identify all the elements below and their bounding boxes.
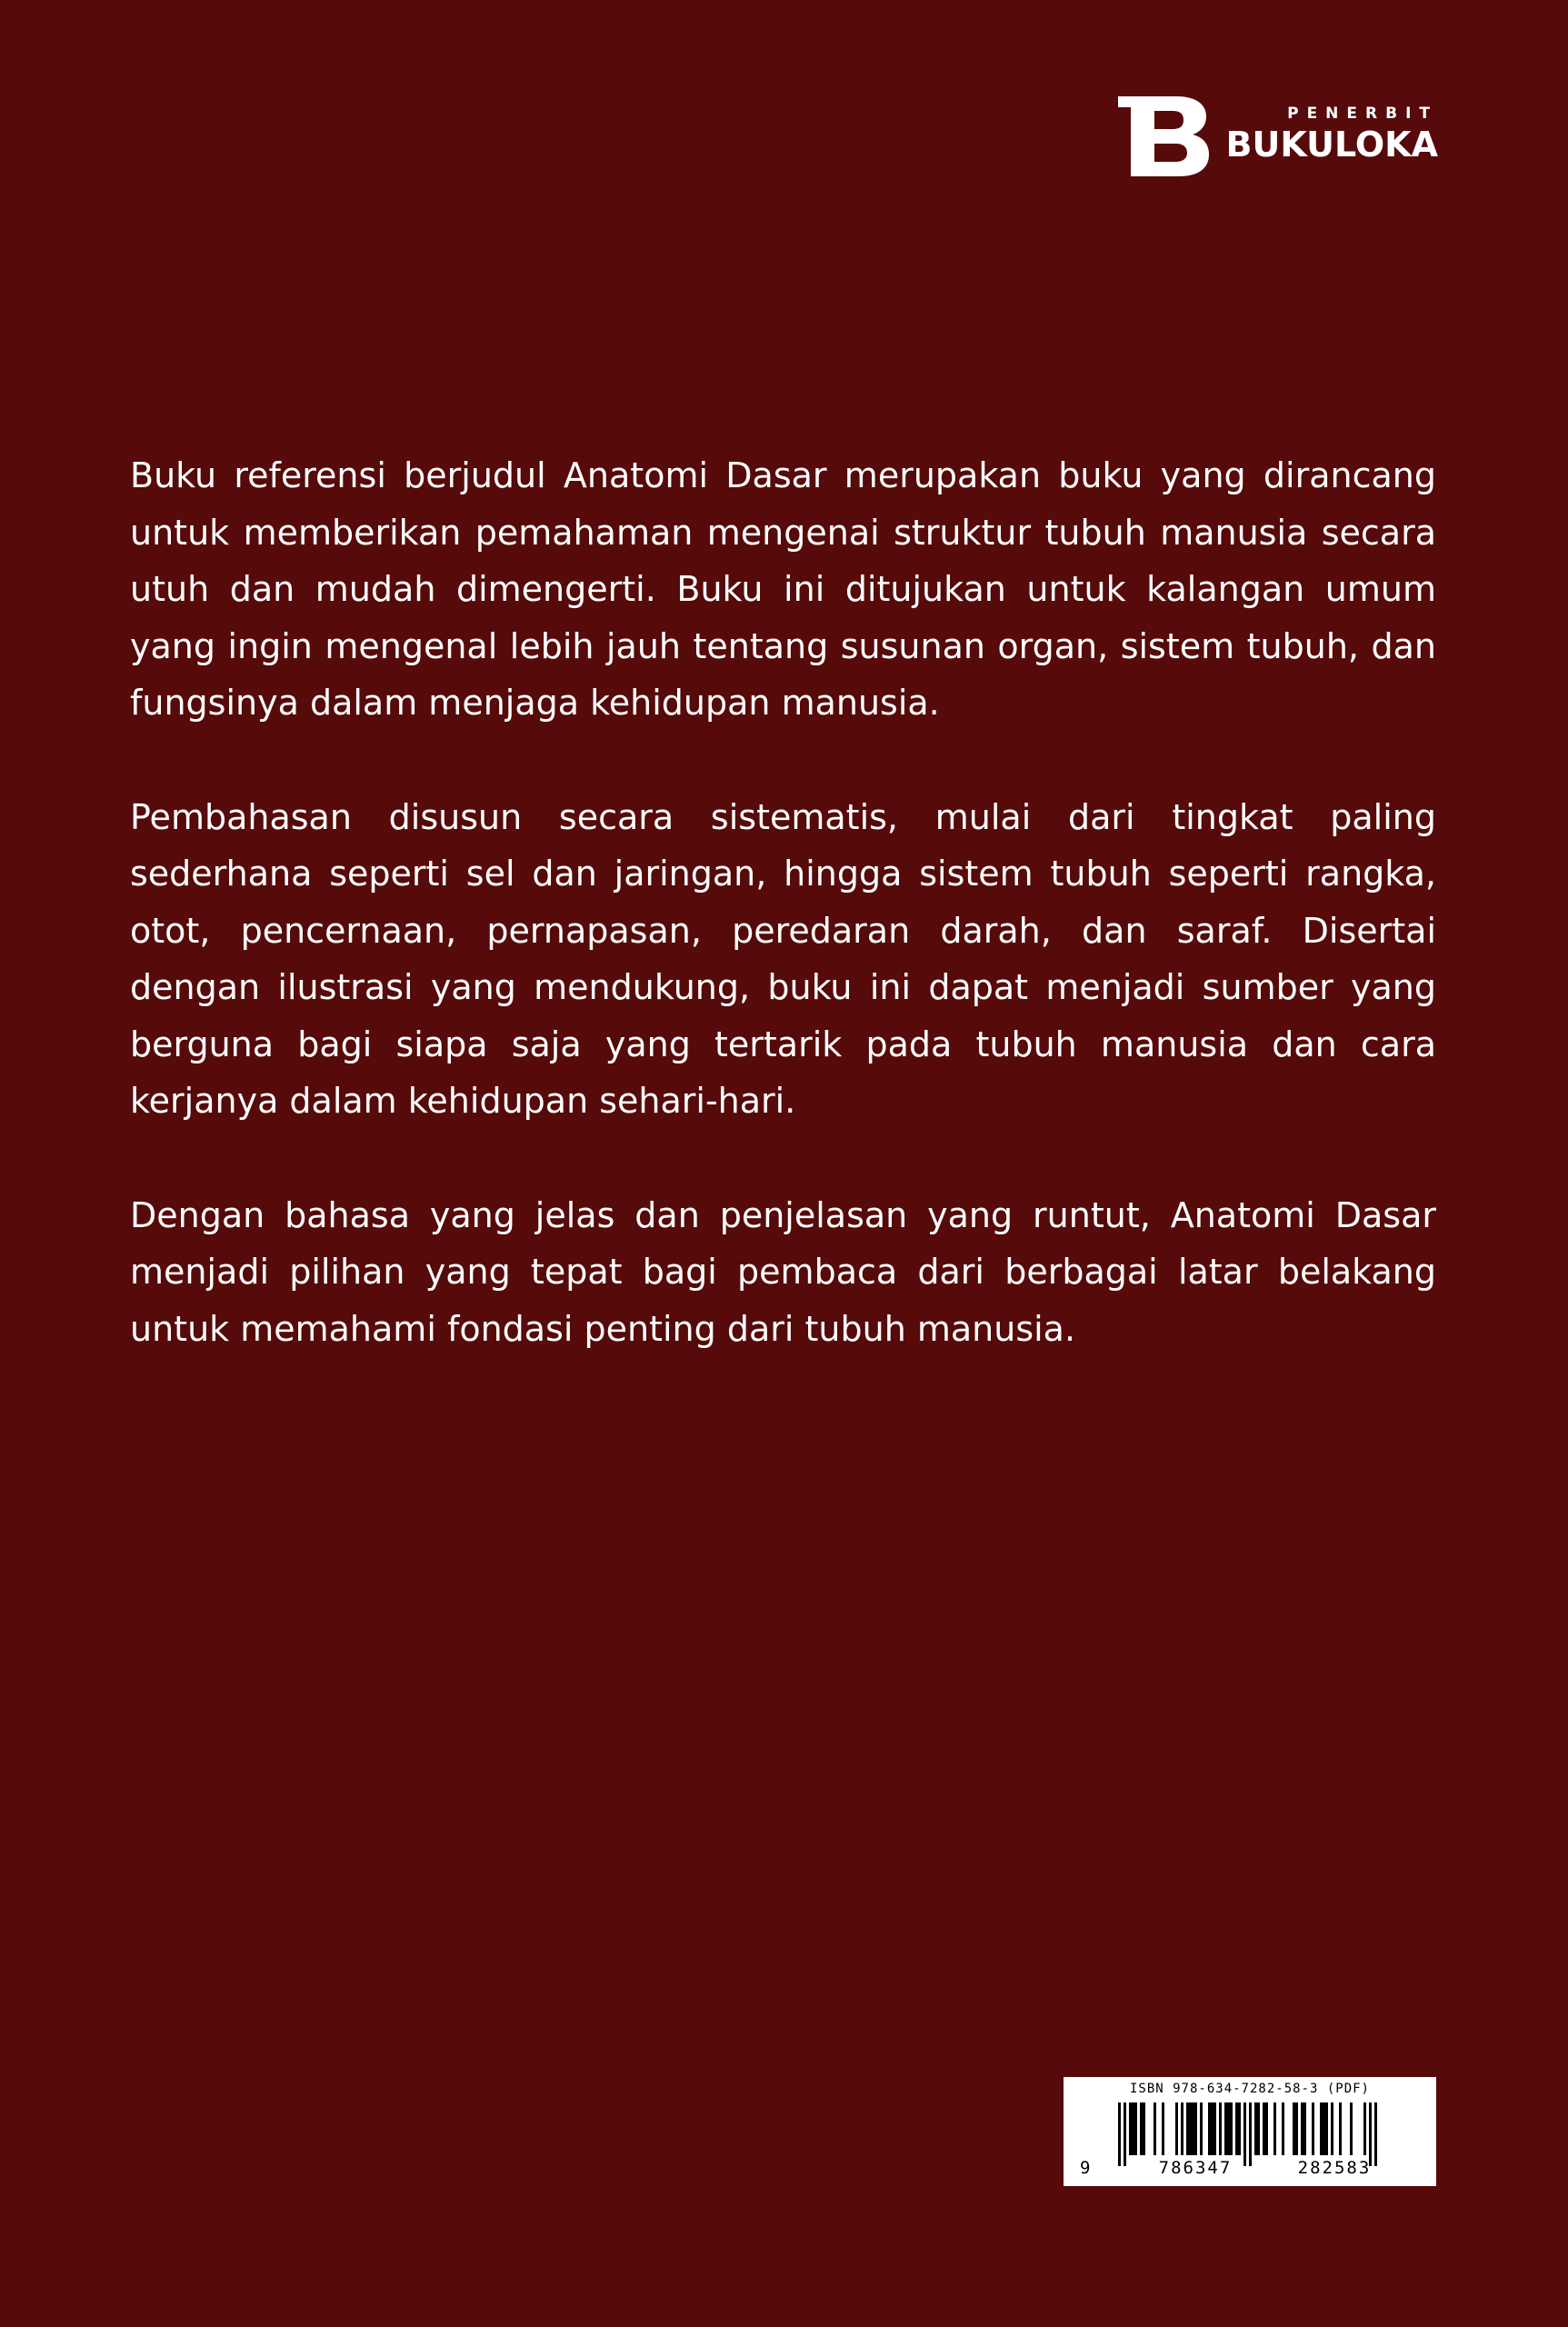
barcode-guard-bar [1243, 2102, 1246, 2166]
barcode-guard-bar [1369, 2102, 1372, 2166]
barcode-bar [1200, 2102, 1203, 2155]
barcode-bar [1273, 2102, 1276, 2155]
book-description [130, 447, 1436, 1357]
barcode-bar [1325, 2102, 1328, 2155]
barcode-bar [1213, 2102, 1216, 2155]
barcode-bar [1265, 2102, 1268, 2155]
publisher-name: BUKULOKA [1225, 125, 1438, 165]
barcode-bar [1140, 2102, 1143, 2155]
barcode-bar [1208, 2102, 1211, 2155]
barcode-bar [1363, 2102, 1366, 2155]
barcode-bar [1230, 2102, 1233, 2155]
barcode-bar [1323, 2102, 1325, 2155]
barcode-bar [1257, 2102, 1260, 2155]
barcode-bar [1295, 2102, 1298, 2155]
barcode-bar [1224, 2102, 1227, 2155]
barcode-bar [1181, 2102, 1183, 2155]
barcode-bar [1331, 2102, 1333, 2155]
barcode-bar [1132, 2102, 1134, 2155]
barcode-bar [1192, 2102, 1194, 2155]
barcode-bar [1154, 2102, 1156, 2155]
barcode-bar [1254, 2102, 1257, 2155]
barcode-guard-bar [1118, 2102, 1121, 2166]
barcode-bar [1293, 2102, 1295, 2155]
barcode-guard-bar [1374, 2102, 1377, 2166]
barcode-bar [1339, 2102, 1342, 2155]
barcode-digits-left: 786347 [1158, 2158, 1233, 2178]
barcode-bar [1175, 2102, 1178, 2155]
barcode-bar [1263, 2102, 1265, 2155]
barcode-bar [1143, 2102, 1145, 2155]
description-paragraph-3: Dengan bahasa yang jelas dan penjelasan yang runtut, Anatomi Dasar menjadi pilihan yang tepat bagi pembaca dari berbagai latar belakang untuk memahami fondasi penting dari tubuh manusia. [130, 1194, 1436, 1349]
description-paragraph-1: Buku referensi berjudul Anatomi Dasar merupakan buku yang dirancang untuk memberikan pemahaman mengenai struktur tubuh manusia secara utuh dan mudah dimengerti. Buku ini ditujukan untuk kalangan umum yang ingin mengenal lebih jauh tentang susunan organ, sistem tubuh, dan fungsinya dalam menjaga kehidupan manusia. [130, 455, 1436, 723]
isbn-label: ISBN 978-634-7282-58-3 (PDF) [1129, 2082, 1370, 2096]
publisher-label: PENERBIT [1287, 105, 1438, 123]
barcode-bar [1238, 2102, 1241, 2155]
isbn-barcode [1064, 2077, 1436, 2186]
barcode-bar [1350, 2102, 1353, 2155]
publisher-logo [1118, 96, 1438, 176]
barcode-guard-bar [1249, 2102, 1252, 2166]
barcode-bar [1219, 2102, 1222, 2155]
barcode-bar [1312, 2102, 1314, 2155]
barcode-bar [1129, 2102, 1132, 2155]
description-paragraph-2: Pembahasan disusun secara sistematis, mulai dari tingkat paling sederhana seperti sel dan jaringan, hingga sistem tubuh seperti rangka, otot, pencernaan, pernapasan, peredaran darah, dan saraf. Disertai dengan ilustrasi yang mendukung, buku ini dapat menjadi sumber yang berguna bagi siapa saja yang tertarik pada tubuh manusia dan cara kerjanya dalam kehidupan sehari-hari. [130, 796, 1436, 1121]
barcode-bar [1134, 2102, 1137, 2155]
barcode-bar [1189, 2102, 1192, 2155]
barcode-bar [1282, 2102, 1284, 2155]
barcode-guard-bar [1124, 2102, 1126, 2166]
barcode-bar [1211, 2102, 1213, 2155]
barcode-bar [1162, 2102, 1164, 2155]
barcode-digit-first: 9 [1080, 2158, 1091, 2178]
barcode-bar [1301, 2102, 1303, 2155]
barcode-bar [1303, 2102, 1306, 2155]
barcode-digits-right: 282583 [1297, 2158, 1372, 2178]
barcode-bar [1235, 2102, 1238, 2155]
barcode-bar [1227, 2102, 1230, 2155]
barcode-bar [1194, 2102, 1197, 2155]
publisher-b-logo-icon [1118, 96, 1209, 176]
barcode-bar [1320, 2102, 1323, 2155]
barcode-bar [1186, 2102, 1189, 2155]
